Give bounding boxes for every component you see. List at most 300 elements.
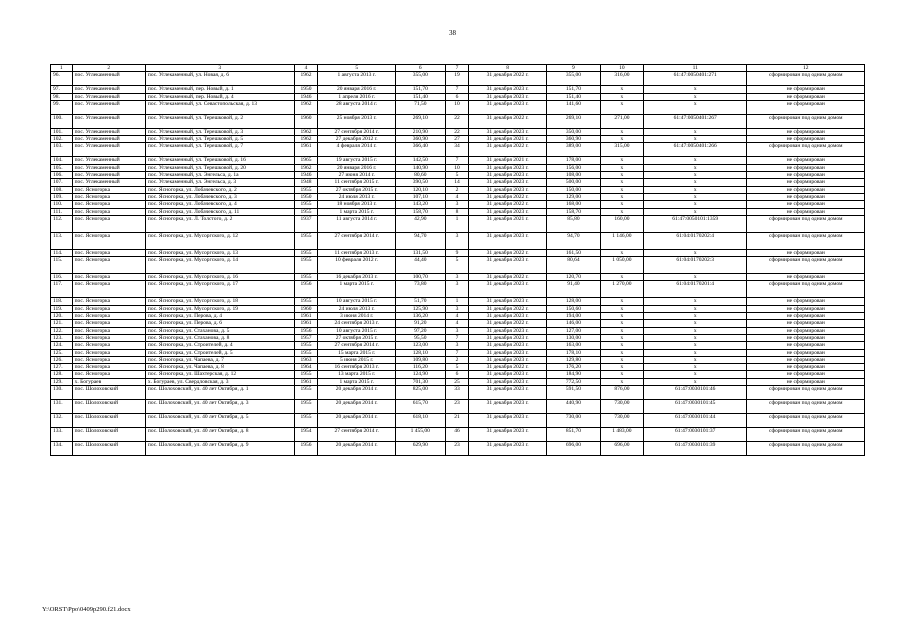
table-header-row [51,65,865,72]
row-number-cell: 98. [51,93,73,100]
total-area-cell: 141,60 [546,100,600,114]
year-built-cell: 1956 [294,281,318,298]
land-status-cell: не сформирован [747,364,865,371]
land-area-cell: х [600,274,643,281]
row-number-cell: 100. [51,114,73,128]
date-recognized-cell: 1 марта 2015 г. [318,281,396,298]
year-built-cell: 1946 [294,172,318,179]
area-cell: 143,20 [396,201,446,208]
table-row [51,386,865,400]
residents-cell: 3 [445,305,469,312]
land-status-cell: не сформирован [747,128,865,135]
address-cell: пос. Углекаменный, ул. Терешковой, д. 5 [145,136,294,143]
row-number-cell: 101. [51,128,73,135]
land-area-cell: х [600,320,643,327]
land-status-cell: сформирован под одним домом [747,442,865,456]
table-row [51,313,865,320]
date-recognized-cell: 13 марта 2015 г. [318,371,396,378]
row-number-cell: 125. [51,349,73,356]
resettlement-deadline-cell: 31 декабря 2023 г. [469,281,547,298]
cadastral-number-cell: 61:47:0030101:45 [643,400,747,414]
resettlement-deadline-cell: 31 декабря 2022 г. [469,114,547,128]
land-status-cell: сформирован под одним домом [747,414,865,428]
header-cell-4: 4 [294,65,318,72]
header-cell-5: 5 [318,65,396,72]
resettlement-deadline-cell: 31 декабря 2023 г. [469,386,547,400]
settlement-cell: пос. Шолоховский [72,414,145,428]
table-row [51,342,865,349]
row-number-cell: 119. [51,305,73,312]
land-area-cell: х [600,164,643,171]
area-cell: 142,50 [396,157,446,164]
area-cell: 136,20 [396,313,446,320]
settlement-cell: пос. Шолоховский [72,428,145,442]
table-row [51,128,865,135]
land-status-cell: сформирован под одним домом [747,114,865,128]
total-area-cell: 269,10 [546,114,600,128]
cadastral-number-cell: х [643,249,747,256]
date-recognized-cell: 3 июня 2014 г. [318,313,396,320]
table-row [51,378,865,385]
header-cell-6: 6 [396,65,446,72]
year-built-cell: 1937 [294,215,318,232]
cadastral-number-cell: х [643,193,747,200]
cadastral-number-cell: 61:47:0050401:266 [643,143,747,157]
total-area-cell: 129,80 [546,356,600,363]
settlement-cell: пос. Шолоховский [72,400,145,414]
resettlement-deadline-cell: 31 декабря 2023 г. [469,371,547,378]
total-area-cell: 355,00 [546,72,600,86]
settlement-cell: пос. Ясногорка [72,327,145,334]
land-area-cell: 1 483,00 [600,428,643,442]
row-number-cell: 120. [51,313,73,320]
settlement-cell: пос. Ясногорка [72,334,145,341]
row-number-cell: 134. [51,442,73,456]
housing-table [50,64,865,456]
date-recognized-cell: 5 июня 2015 г. [318,356,396,363]
date-recognized-cell: 27 сентября 2014 г. [318,428,396,442]
row-number-cell: 112. [51,215,73,232]
residents-cell: 6 [445,93,469,100]
table-row [51,72,865,86]
land-status-cell: не сформирован [747,378,865,385]
total-area-cell: 168,00 [546,201,600,208]
address-cell: пос. Ясногорка, ул. Мусоргского, д. 19 [145,305,294,312]
residents-cell: 7 [445,334,469,341]
residents-cell: 3 [445,232,469,249]
land-area-cell: х [600,193,643,200]
total-area-cell: 730,00 [546,414,600,428]
total-area-cell: 178,10 [546,349,600,356]
year-built-cell: 1962 [294,136,318,143]
settlement-cell: пос. Ясногорка [72,232,145,249]
total-area-cell: 696,00 [546,442,600,456]
land-status-cell: не сформирован [747,136,865,143]
land-area-cell: х [600,100,643,114]
date-recognized-cell: 20 декабря 2014 г. [318,400,396,414]
address-cell: пос. Ясногорка, ул. Лобачевского, д. 2 [145,186,294,193]
land-area-cell: х [600,86,643,93]
area-cell: 125,90 [396,305,446,312]
settlement-cell: пос. Ясногорка [72,298,145,305]
area-cell: 366,40 [396,143,446,157]
total-area-cell: 156,00 [546,164,600,171]
row-number-cell: 96. [51,72,73,86]
year-built-cell: 1961 [294,313,318,320]
table-row [51,136,865,143]
total-area-cell: 772,50 [546,378,600,385]
residents-cell: 8 [445,208,469,215]
total-area-cell: 108,00 [546,172,600,179]
total-area-cell: 129,00 [546,193,600,200]
row-number-cell: 102. [51,136,73,143]
resettlement-deadline-cell: 31 декабря 2023 г. [469,400,547,414]
resettlement-deadline-cell: 31 декабря 2022 г. [469,201,547,208]
resettlement-deadline-cell: 31 декабря 2023 г. [469,378,547,385]
total-area-cell: 591,50 [546,386,600,400]
address-cell: пос. Шолоховский, ул. 40 лет Октября, д. 1 [145,386,294,400]
land-area-cell: 1 146,00 [600,232,643,249]
resettlement-deadline-cell: 31 декабря 2023 г. [469,93,547,100]
address-cell: пос. Ясногорка, ул. Мусоргского, д. 13 [145,249,294,256]
footer-file-path: Y:\ORST\Ppo\0409p290.f21.docx [42,606,131,613]
total-area-cell: 85,80 [546,215,600,232]
cadastral-number-cell: 61:04:0170202:4 [643,232,747,249]
area-cell: 91,20 [396,320,446,327]
settlement-cell: пос. Углекаменный [72,114,145,128]
table-row [51,172,865,179]
settlement-cell: пос. Углекаменный [72,179,145,186]
header-cell-12: 12 [747,65,865,72]
area-cell: 128,10 [396,349,446,356]
row-number-cell: 113. [51,232,73,249]
resettlement-deadline-cell: 31 декабря 2023 г. [469,208,547,215]
land-status-cell: не сформирован [747,274,865,281]
table-row [51,143,865,157]
cadastral-number-cell: х [643,371,747,378]
row-number-cell: 106. [51,172,73,179]
date-recognized-cell: 11 сентября 2013 г. [318,249,396,256]
date-recognized-cell: 20 декабря 2014 г. [318,414,396,428]
year-built-cell: 1964 [294,364,318,371]
row-number-cell: 108. [51,186,73,193]
row-number-cell: 114. [51,249,73,256]
cadastral-number-cell: х [643,327,747,334]
header-cell-10: 10 [600,65,643,72]
cadastral-number-cell: х [643,274,747,281]
land-status-cell: не сформирован [747,305,865,312]
resettlement-deadline-cell: 31 декабря 2023 г. [469,257,547,274]
cadastral-number-cell: 61:04:0170202:3 [643,257,747,274]
year-built-cell: 1962 [294,128,318,135]
cadastral-number-cell: 61:47:0030101:46 [643,386,747,400]
area-cell: 701,30 [396,378,446,385]
resettlement-deadline-cell: 31 декабря 2023 г. [469,356,547,363]
residents-cell: 3 [445,281,469,298]
year-built-cell: 1956 [294,327,318,334]
residents-cell: 1 [445,215,469,232]
land-status-cell: сформирован под одним домом [747,428,865,442]
header-cell-11: 11 [643,65,747,72]
total-area-cell: 178,00 [546,157,600,164]
total-area-cell: 194,00 [546,313,600,320]
settlement-cell: пос. Ясногорка [72,281,145,298]
residents-cell: 3 [445,342,469,349]
table-row [51,334,865,341]
land-area-cell: 316,00 [600,72,643,86]
cadastral-number-cell: х [643,172,747,179]
settlement-cell: пос. Углекаменный [72,128,145,135]
year-built-cell: 1957 [294,334,318,341]
settlement-cell: пос. Ясногорка [72,356,145,363]
settlement-cell: пос. Углекаменный [72,86,145,93]
date-recognized-cell: 1 апреля 2016 г. [318,93,396,100]
date-recognized-cell: 24 июля 2013 г. [318,305,396,312]
row-number-cell: 133. [51,428,73,442]
resettlement-deadline-cell: 31 декабря 2023 г. [469,334,547,341]
cadastral-number-cell: х [643,208,747,215]
year-built-cell: 1955 [294,342,318,349]
cadastral-number-cell: х [643,364,747,371]
total-area-cell: 360,90 [546,136,600,143]
residents-cell: 34 [445,143,469,157]
total-area-cell: 851,70 [546,428,600,442]
settlement-cell: пос. Ясногорка [72,249,145,256]
resettlement-deadline-cell: 31 декабря 2023 г. [469,179,547,186]
residents-cell: 7 [445,349,469,356]
resettlement-deadline-cell: 31 декабря 2023 г. [469,442,547,456]
total-area-cell: 146,00 [546,320,600,327]
cadastral-number-cell: х [643,93,747,100]
area-cell: 116,20 [396,364,446,371]
land-area-cell: х [600,93,643,100]
resettlement-deadline-cell: 31 декабря 2023 г. [469,128,547,135]
table-row [51,201,865,208]
row-number-cell: 115. [51,257,73,274]
land-status-cell: сформирован под одним домом [747,72,865,86]
address-cell: пос. Ясногорка, ул. Л. Толстого, д. 2 [145,215,294,232]
year-built-cell: 1955 [294,249,318,256]
area-cell: 210,90 [396,128,446,135]
residents-cell: 5 [445,364,469,371]
resettlement-deadline-cell: 31 декабря 2023 г. [469,342,547,349]
area-cell: 42,90 [396,215,446,232]
land-area-cell: х [600,371,643,378]
settlement-cell: пос. Углекаменный [72,93,145,100]
settlement-cell: пос. Углекаменный [72,143,145,157]
area-cell: 124,90 [396,371,446,378]
cadastral-number-cell: х [643,136,747,143]
area-cell: 131,50 [396,249,446,256]
settlement-cell: пос. Углекаменный [72,100,145,114]
row-number-cell: 131. [51,400,73,414]
land-area-cell: 271,00 [600,114,643,128]
residents-cell: 2 [445,186,469,193]
year-built-cell: 1962 [294,100,318,114]
cadastral-number-cell: х [643,298,747,305]
address-cell: пос. Углекаменный, ул. Терешковой, д. 20 [145,164,294,171]
land-area-cell: 876,00 [600,386,643,400]
row-number-cell: 105. [51,164,73,171]
address-cell: пос. Углекаменный, пер. Новый, д. 1 [145,86,294,93]
table-row [51,327,865,334]
land-area-cell: х [600,172,643,179]
residents-cell: 10 [445,100,469,114]
resettlement-deadline-cell: 31 декабря 2022 г. [469,193,547,200]
land-area-cell: 730,00 [600,400,643,414]
address-cell: пос. Ясногорка, ул. Строителей, д. 5 [145,349,294,356]
area-cell: 360,90 [396,136,446,143]
area-cell: 94,70 [396,232,446,249]
settlement-cell: пос. Ясногорка [72,364,145,371]
residents-cell: 5 [445,172,469,179]
year-built-cell: 1955 [294,414,318,428]
row-number-cell: 103. [51,143,73,157]
date-recognized-cell: 11 сентября 2015 г. [318,179,396,186]
date-recognized-cell: 27 сентября 2014 г. [318,128,396,135]
land-area-cell: х [600,298,643,305]
land-status-cell: сформирован под одним домом [747,386,865,400]
address-cell: х. Богураев, ул. Свердловская, д. 3 [145,378,294,385]
resettlement-deadline-cell: 31 декабря 2022 г. [469,320,547,327]
date-recognized-cell: 10 февраля 2012 г. [318,257,396,274]
header-cell-3: 3 [145,65,294,72]
row-number-cell: 127. [51,364,73,371]
settlement-cell: пос. Ясногорка [72,320,145,327]
resettlement-deadline-cell: 31 декабря 2023 г. [469,232,547,249]
settlement-cell: пос. Ясногорка [72,201,145,208]
land-status-cell: не сформирован [747,179,865,186]
area-cell: 80,60 [396,172,446,179]
year-built-cell: 1955 [294,201,318,208]
address-cell: пос. Ясногорка, ул. Стаханова, д. 8 [145,334,294,341]
area-cell: 140,90 [396,164,446,171]
date-recognized-cell: 25 ноября 2013 г. [318,114,396,128]
table-row [51,179,865,186]
settlement-cell: пос. Ясногорка [72,257,145,274]
resettlement-deadline-cell: 31 декабря 2023 г. [469,172,547,179]
date-recognized-cell: 27 октября 2015 г. [318,186,396,193]
cadastral-number-cell: х [643,128,747,135]
residents-cell: 22 [445,114,469,128]
header-cell-1: 1 [51,65,73,72]
settlement-cell: пос. Углекаменный [72,164,145,171]
year-built-cell: 1955 [294,349,318,356]
settlement-cell: пос. Ясногорка [72,193,145,200]
settlement-cell: пос. Ясногорка [72,215,145,232]
table-row [51,442,865,456]
table-row [51,86,865,93]
date-recognized-cell: 20 декабря 2014 г. [318,386,396,400]
area-cell: 355,00 [396,72,446,86]
land-area-cell: х [600,313,643,320]
resettlement-deadline-cell: 31 декабря 2021 г. [469,136,547,143]
address-cell: пос. Ясногорка, ул. Перова, д. 6 [145,320,294,327]
settlement-cell: пос. Углекаменный [72,72,145,86]
year-built-cell: 1948 [294,179,318,186]
date-recognized-cell: 18 ноября 2013 г. [318,201,396,208]
land-area-cell: 160,00 [600,215,643,232]
year-built-cell: 1955 [294,386,318,400]
row-number-cell: 129. [51,378,73,385]
address-cell: пос. Ясногорка, ул. Строителей, д. 4 [145,342,294,349]
area-cell: 1 455,00 [396,428,446,442]
resettlement-deadline-cell: 31 декабря 2022 г. [469,364,547,371]
date-recognized-cell: 10 августа 2015 г. [318,298,396,305]
total-area-cell: 128,00 [546,298,600,305]
row-number-cell: 99. [51,100,73,114]
area-cell: 120,10 [396,186,446,193]
address-cell: пос. Ясногорка, ул. Шахтерская, д. 12 [145,371,294,378]
table-row [51,281,865,298]
total-area-cell: 80,64 [546,257,600,274]
date-recognized-cell: 20 января 2016 г. [318,164,396,171]
area-cell: 44,40 [396,257,446,274]
date-recognized-cell: 20 января 2016 г. [318,86,396,93]
table-row [51,257,865,274]
address-cell: пос. Ясногорка, ул. Мусоргского, д. 18 [145,298,294,305]
total-area-cell: 151,40 [546,93,600,100]
cadastral-number-cell: х [643,305,747,312]
settlement-cell: пос. Ясногорка [72,349,145,356]
date-recognized-cell: 24 июля 2013 г. [318,193,396,200]
area-cell: 73,80 [396,281,446,298]
cadastral-number-cell: х [643,157,747,164]
year-built-cell: 1961 [294,378,318,385]
residents-cell: 27 [445,136,469,143]
table-row [51,371,865,378]
area-cell: 123,00 [396,342,446,349]
table-row [51,298,865,305]
cadastral-number-cell: 61:47:0030101:39 [643,442,747,456]
land-status-cell: сформирован под одним домом [747,281,865,298]
cadastral-number-cell: 61:47:0050401:267 [643,114,747,128]
area-cell: 109,80 [396,356,446,363]
land-status-cell: сформирован под одним домом [747,215,865,232]
land-status-cell: сформирован под одним домом [747,143,865,157]
total-area-cell: 120,70 [546,274,600,281]
residents-cell: 4 [445,193,469,200]
row-number-cell: 123. [51,334,73,341]
resettlement-deadline-cell: 31 декабря 2021 г. [469,215,547,232]
year-built-cell: 1963 [294,356,318,363]
address-cell: пос. Углекаменный, ул. Энгельса, д. 3 [145,179,294,186]
year-built-cell: 1960 [294,114,318,128]
total-area-cell: 158,70 [546,208,600,215]
resettlement-deadline-cell: 31 декабря 2023 г. [469,86,547,93]
residents-cell: 3 [445,201,469,208]
area-cell: 151,40 [396,93,446,100]
land-area-cell: 696,00 [600,442,643,456]
year-built-cell: 1955 [294,208,318,215]
cadastral-number-cell: х [643,378,747,385]
address-cell: пос. Ясногорка, ул. Мусоргского, д. 17 [145,281,294,298]
area-cell: 615,70 [396,400,446,414]
settlement-cell: пос. Ясногорка [72,305,145,312]
date-recognized-cell: 20 декабря 2014 г. [318,442,396,456]
date-recognized-cell: 1 марта 2015 г. [318,378,396,385]
land-area-cell: 730,00 [600,414,643,428]
resettlement-deadline-cell: 31 декабря 2023 г. [469,349,547,356]
address-cell: пос. Ясногорка, ул. Лобачевского, д. 3 [145,193,294,200]
area-cell: 100,70 [396,274,446,281]
cadastral-number-cell: х [643,349,747,356]
cadastral-number-cell: х [643,356,747,363]
row-number-cell: 128. [51,371,73,378]
year-built-cell: 1961 [294,320,318,327]
area-cell: 97,20 [396,327,446,334]
row-number-cell: 109. [51,193,73,200]
